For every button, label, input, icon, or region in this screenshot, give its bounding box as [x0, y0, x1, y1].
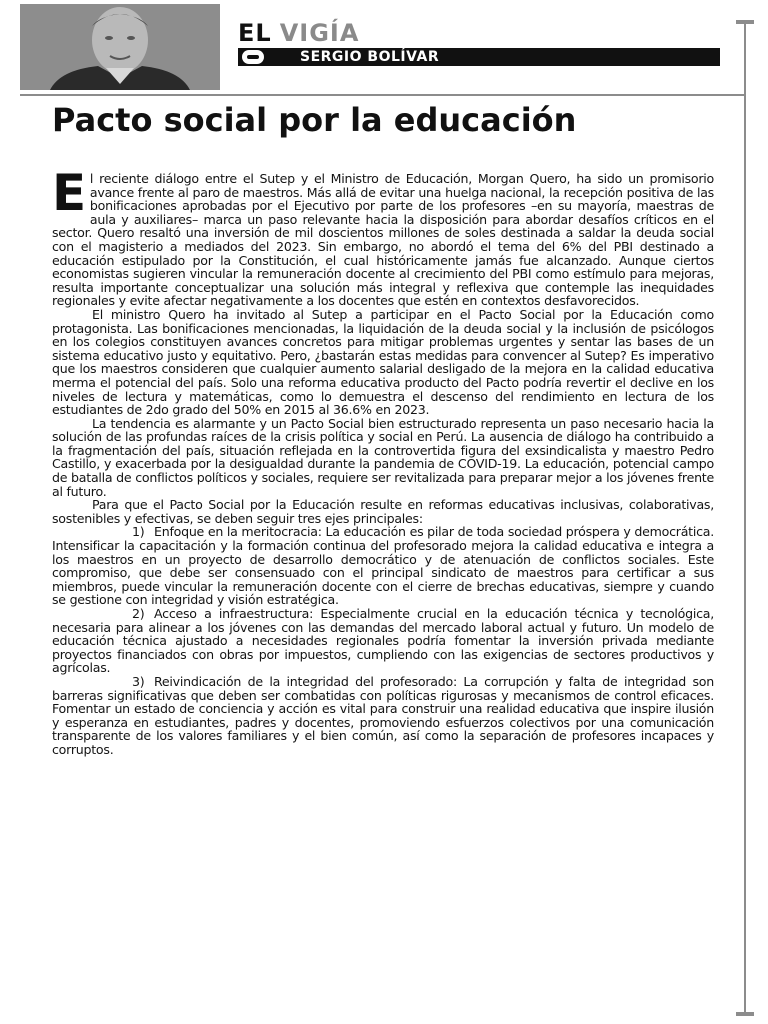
list-item-2	[52, 607, 714, 675]
paragraph-4: Para que el Pacto Social por la Educación resulte en reformas educativas inclusivas, colaborativas, sostenibles y efectivas, se deben seguir tres ejes principales:	[52, 497, 714, 526]
list-item-2-text: Acceso a infraestructura: Especialmente crucial en la educación técnica y tecnológica, necesaria para alinear a los jóvenes con las demandas del mercado laboral actual y futuro. Un modelo de educación técnica ajustado a necesidades regionales podría fomentar la inversión privada mediante proyectos financiados con obras por impuestos, cumpliendo con las exigencias de sectores productivos y agrícolas.	[52, 606, 714, 676]
paragraph-2: El ministro Quero ha invitado al Sutep a participar en el Pacto Social por la Educación como protagonista. Las bonificaciones mencionadas, la liquidación de la deuda social y la inclusión de psicólogos en los colegios constituyen avances concretos para mitigar problemas urgentes y sentar las bases de un sistema educativo justo y equitativo. Pero, ¿bastarán estas medidas para convencer al Sutep? Es imperativo que los maestros consideren que cualquier aumento salarial desligado de la mejora en la calidad educativa merma el potencial del país. Solo una reforma educativa producto del Pacto podría revertir el declive en los niveles de lectura y matemáticas, como lo demuestra el descenso del rendimiento en lectura de los estudiantes de 2do grado del 50% en 2015 al 36.6% en 2023.	[52, 306, 714, 418]
article-body	[52, 164, 714, 757]
paragraph-1-text: l reciente diálogo entre el Sutep y el Ministro de Educación, Morgan Quero, ha sido un promisorio avance frente al paro de maestros. Más allá de evitar una huelga nacional, la recepción positiva de las bonificaciones aprobadas por el Ejecutivo por parte de los profesores –en su mayoría, maestras de aula y auxiliares– marca un paso relevante hacia la disposición para abordar desafíos críticos en el sector. Quero resaltó una inversión de mil doscientos millones de soles destinada a saldar la deuda social con el magisterio a mediados del 2023. Sin embargo, no abordó el tema del 6% del PBI destinado a educación estipulado por la Constitución, el cual históricamente jamás fue alcanzado. Aunque ciertos economistas sugieren vincular la remuneración docente al crecimiento del PBI como estímulo para mejoras, resulta importante conceptualizar una solución más integral y reflexiva que contemple las inequidades regionales y evite afectar negativamente a los docentes que estén en contextos desfavorecidos.	[52, 171, 714, 309]
author-portrait-image	[20, 4, 220, 90]
column-rule	[744, 24, 746, 1014]
list-item-3-number: 3)	[132, 673, 145, 689]
list-item-1-number: 1)	[132, 524, 145, 540]
list-item-1-text: Enfoque en la meritocracia: La educación es pilar de toda sociedad próspera y democrática. Intensificar la capacitación y la formación continua del profesorado mejora la calidad educativa e integra a los maestros en un proyecto de desarrollo democrático y de atenuación de conflictos sociales. Este compromiso, que debe ser consensuado con el principal sindicato de maestros para certificar a sus miembros, puede vincular la remuneración docente con el cierre de brechas educativas, siempre y cuando se gestione con integridad y visión estratégica.	[52, 524, 714, 608]
header-divider	[20, 94, 744, 96]
kicker-word: VIGÍA	[279, 19, 360, 47]
drop-cap: E	[52, 164, 86, 222]
author-photo	[20, 4, 220, 90]
kicker-prefix: EL	[238, 19, 272, 47]
paragraph-3: La tendencia es alarmante y un Pacto Social bien estructurado representa un paso necesario hacia la solución de las profundas raíces de la crisis política y social en Perú. La ausencia de diálogo ha contribuido a la fragmentación del país, situación reflejada en la controvertida figura del exsindicalista y maestro Pedro Castillo, y exacerbada por la desigualdad durante la pandemia de COVID-19. La educación, potencial campo de batalla de conflictos políticos y sociales, requiere ser revitalizada para preparar mejor a los jóvenes frente al futuro.	[52, 415, 714, 499]
list-item-3-text: Reivindicación de la integridad del profesorado: La corrupción y falta de integridad son barreras significativas que deben ser combatidas con políticas rigurosas y mecanismos de control eficaces. Fomentar un estado de conciencia y acción es vital para construir una realidad educativa que inspire ilusión y esperanza en estudiantes, padres y docentes, promoviendo esfuerzos colectivos por una comunicación transparente de los valores familiares y el bien común, así como la separación de profesores incapaces y corruptos.	[52, 673, 714, 757]
paragraph-1	[52, 164, 714, 309]
author-name: SERGIO BOLÍVAR	[300, 49, 440, 65]
list-item-2-number: 2)	[132, 606, 145, 621]
column-rule-bottom-cap	[736, 1012, 754, 1016]
column-kicker	[238, 18, 359, 48]
article-headline: Pacto social por la educación	[52, 101, 577, 139]
list-item-1	[52, 525, 714, 607]
list-item-3	[52, 675, 714, 757]
columnist-badge-icon	[242, 50, 264, 64]
author-bar	[238, 48, 720, 66]
column-rule-top-cap	[736, 20, 754, 24]
